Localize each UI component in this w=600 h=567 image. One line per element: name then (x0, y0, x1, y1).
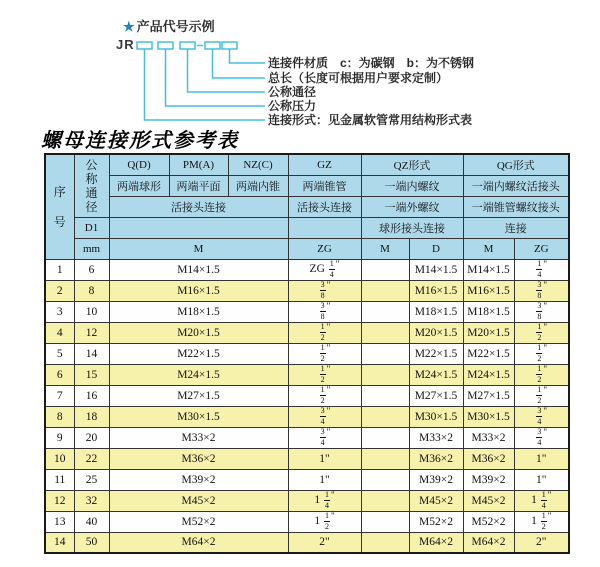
table-row (45, 280, 569, 301)
header-desc-pma: 两端平面 (169, 175, 228, 196)
table-cell: 2" (288, 532, 361, 553)
table-cell: 14 (74, 343, 109, 364)
table-cell: M16×1.5 (463, 280, 514, 301)
table-cell: M18×1.5 (409, 301, 463, 322)
table-row (45, 490, 569, 511)
header-empty-2 (288, 217, 361, 238)
connector-material (230, 49, 266, 63)
table-row (45, 259, 569, 280)
table-cell: $\frac{1}{2}$ " (514, 364, 569, 385)
header-m-qg: M (463, 238, 514, 259)
table-cell: M39×2 (463, 469, 514, 490)
table-cell: $\frac{1}{4}$ " (514, 259, 569, 280)
table-cell: 1" (288, 448, 361, 469)
table-cell: M27×1.5 (109, 385, 288, 406)
table-row (45, 427, 569, 448)
table-cell: M16×1.5 (109, 280, 288, 301)
table-cell: M64×2 (109, 532, 288, 553)
header-m-main: M (109, 238, 288, 259)
table-cell: 2" (514, 532, 569, 553)
table-cell (361, 427, 409, 448)
table-cell: $\frac{3}{8}$ " (514, 280, 569, 301)
table-cell: 1 $\frac{1}{4}$ " (514, 490, 569, 511)
header-conn-union-gz: 活接头连接 (288, 196, 361, 217)
table-cell: M24×1.5 (463, 364, 514, 385)
label-nominal-diameter: 公称通径 (268, 85, 317, 99)
table-cell: 2 (45, 280, 74, 301)
header-conn-ext-thread: 一端外螺纹 (361, 196, 463, 217)
fraction: $\frac{1}{4}$ (329, 259, 334, 279)
label-connection-form: 连接形式：见金属软管常用结构形式表 (268, 113, 473, 127)
header-empty-1 (109, 217, 288, 238)
table-cell: 4 (45, 322, 74, 343)
table-cell: M14×1.5 (109, 259, 288, 280)
table-cell: M30×1.5 (463, 406, 514, 427)
table-row (45, 469, 569, 490)
fraction: $\frac{1}{4}$ (537, 259, 542, 279)
table-cell (361, 469, 409, 490)
header-zg-gz: ZG (288, 238, 361, 259)
table-cell: $\frac{1}{2}$ " (288, 322, 361, 343)
table-cell: $\frac{1}{2}$ " (514, 322, 569, 343)
fraction: $\frac{3}{4}$ (320, 406, 325, 426)
table-cell: M22×1.5 (109, 343, 288, 364)
table-cell: 3 (45, 301, 74, 322)
fraction: $\frac{1}{2}$ (537, 364, 542, 384)
diagram-heading (123, 16, 215, 35)
table-cell: 7 (45, 385, 74, 406)
fraction: $\frac{1}{2}$ (320, 364, 325, 384)
header-dn-text: 公 称 通 径 (85, 157, 98, 214)
fraction: $\frac{1}{2}$ (537, 322, 542, 342)
fraction: $\frac{3}{8}$ (537, 280, 542, 300)
header-type-qz: QZ形式 (361, 154, 463, 175)
table-row (45, 385, 569, 406)
table-cell: 6 (45, 364, 74, 385)
fraction: $\frac{1}{2}$ (541, 511, 546, 531)
header-type-gz: GZ (288, 154, 361, 175)
fraction: $\frac{3}{8}$ (537, 301, 542, 321)
nut-connection-table (44, 153, 570, 554)
table-cell: $\frac{1}{2}$ " (288, 364, 361, 385)
table-cell: 14 (45, 532, 74, 553)
table-cell: M52×2 (409, 511, 463, 532)
fraction: $\frac{3}{4}$ (537, 406, 542, 426)
table-cell: M36×2 (109, 448, 288, 469)
table-cell: M27×1.5 (463, 385, 514, 406)
header-seq (45, 154, 74, 259)
table-cell: 1 (45, 259, 74, 280)
table-cell (361, 322, 409, 343)
table-cell (361, 385, 409, 406)
table-cell (361, 532, 409, 553)
table-row (45, 511, 569, 532)
header-desc-qd: 两端球形 (109, 175, 169, 196)
table-cell (361, 511, 409, 532)
fraction: $\frac{1}{2}$ (537, 385, 542, 405)
table-row (45, 406, 569, 427)
header-desc-nzc: 两端内锥 (228, 175, 288, 196)
table-cell: M33×2 (109, 427, 288, 448)
table-cell: $\frac{1}{2}$ " (514, 343, 569, 364)
table-cell: M24×1.5 (409, 364, 463, 385)
code-box-5 (222, 42, 237, 49)
connector-diameter (188, 49, 266, 92)
header-ball-joint: 球形接头连接 (361, 217, 463, 238)
diagram-heading-text: 产品代号示例 (136, 19, 215, 34)
table-cell: $\frac{3}{8}$ " (514, 301, 569, 322)
table-cell: M36×2 (409, 448, 463, 469)
table-row (45, 364, 569, 385)
table-cell: ZG $\frac{1}{4}$ " (288, 259, 361, 280)
star-icon: ★ (123, 19, 135, 34)
table-cell (361, 301, 409, 322)
header-mm: mm (74, 238, 109, 259)
table-cell: 16 (74, 385, 109, 406)
table-cell (361, 448, 409, 469)
table-cell (361, 343, 409, 364)
table-header (45, 154, 569, 259)
table-cell: M45×2 (409, 490, 463, 511)
table-cell: 1 $\frac{1}{2}$ " (288, 511, 361, 532)
header-zg-qg: ZG (514, 238, 569, 259)
fraction: $\frac{1}{2}$ (320, 385, 325, 405)
table-cell: 5 (45, 343, 74, 364)
table-cell: M20×1.5 (463, 322, 514, 343)
header-desc-qz: 一端内螺纹 (361, 175, 463, 196)
label-total-length: 总长（长度可根据用户要求定制） (268, 71, 449, 85)
table-cell: 1" (288, 469, 361, 490)
table-cell (361, 364, 409, 385)
table-cell: M20×1.5 (109, 322, 288, 343)
table-cell: M36×2 (463, 448, 514, 469)
table-cell: 12 (45, 490, 74, 511)
table-cell: M20×1.5 (409, 322, 463, 343)
fraction: $\frac{1}{2}$ (320, 343, 325, 363)
label-nominal-pressure: 公称压力 (268, 99, 317, 113)
header-seq-text: 序 号 (53, 184, 66, 229)
fraction: $\frac{1}{4}$ (324, 490, 329, 510)
fraction: $\frac{1}{2}$ (320, 322, 325, 342)
table-cell: 11 (45, 469, 74, 490)
fraction: $\frac{1}{4}$ (541, 490, 546, 510)
table-body (45, 259, 569, 553)
table-cell: $\frac{3}{8}$ " (288, 301, 361, 322)
table-cell: 1 $\frac{1}{2}$ " (514, 511, 569, 532)
table-cell: $\frac{3}{4}$ " (514, 406, 569, 427)
table-cell: 6 (74, 259, 109, 280)
table-row (45, 532, 569, 553)
table-cell: M45×2 (109, 490, 288, 511)
table-cell: M18×1.5 (109, 301, 288, 322)
fraction: $\frac{3}{4}$ (537, 427, 542, 447)
table-cell: 1 $\frac{1}{4}$ " (288, 490, 361, 511)
table-cell (361, 280, 409, 301)
header-type-nzc: NZ(C) (228, 154, 288, 175)
table-cell: 25 (74, 469, 109, 490)
header-m-qz: M (361, 238, 409, 259)
table-cell: 13 (45, 511, 74, 532)
header-connect: 连接 (463, 217, 569, 238)
table-cell: M18×1.5 (463, 301, 514, 322)
table-cell: 20 (74, 427, 109, 448)
table-cell: 10 (74, 301, 109, 322)
header-type-pma: PM(A) (169, 154, 228, 175)
header-desc-gz: 两端锥管 (288, 175, 361, 196)
header-d-qz: D (409, 238, 463, 259)
table-cell: M52×2 (463, 511, 514, 532)
table-cell: 1" (514, 469, 569, 490)
header-conn-taper: 一端锥管螺纹接头 (463, 196, 569, 217)
table-cell: $\frac{3}{8}$ " (288, 280, 361, 301)
table-cell: M64×2 (409, 532, 463, 553)
table-cell: 50 (74, 532, 109, 553)
label-connector-material: 连接件材质 c：为碳钢 b：为不锈钢 (268, 56, 475, 70)
header-dn (74, 154, 109, 217)
table-cell: 8 (74, 280, 109, 301)
table-cell: 10 (45, 448, 74, 469)
table-cell: $\frac{1}{2}$ " (288, 385, 361, 406)
table-cell: M27×1.5 (409, 385, 463, 406)
table-cell: 18 (74, 406, 109, 427)
table-cell: $\frac{3}{4}$ " (288, 427, 361, 448)
table-cell: M52×2 (109, 511, 288, 532)
table-cell: $\frac{3}{4}$ " (514, 427, 569, 448)
table-cell: M22×1.5 (463, 343, 514, 364)
table-cell: M33×2 (463, 427, 514, 448)
table-cell (361, 490, 409, 511)
table-row (45, 343, 569, 364)
table-cell: M45×2 (463, 490, 514, 511)
code-prefix: JR (116, 37, 135, 52)
table-cell: 9 (45, 427, 74, 448)
code-box-2 (158, 42, 173, 49)
header-d1: D1 (74, 217, 109, 238)
table-cell: 32 (74, 490, 109, 511)
table-cell (361, 406, 409, 427)
table-cell: 12 (74, 322, 109, 343)
table-cell: $\frac{1}{2}$ " (514, 385, 569, 406)
table-cell: 22 (74, 448, 109, 469)
fraction: $\frac{3}{4}$ (320, 427, 325, 447)
header-desc-qg: 一端内螺纹活接头 (463, 175, 569, 196)
table-cell: 1" (514, 448, 569, 469)
table-cell: M14×1.5 (409, 259, 463, 280)
connector-form (145, 49, 266, 120)
table-cell: M30×1.5 (409, 406, 463, 427)
table-cell: M22×1.5 (409, 343, 463, 364)
table-cell: $\frac{1}{2}$ " (288, 343, 361, 364)
table-row (45, 301, 569, 322)
fraction: $\frac{1}{2}$ (537, 343, 542, 363)
table-row (45, 322, 569, 343)
table-cell: M39×2 (109, 469, 288, 490)
fraction: $\frac{3}{8}$ (320, 301, 325, 321)
table-cell: $\frac{3}{4}$ " (288, 406, 361, 427)
header-type-qd: Q(D) (109, 154, 169, 175)
code-box-3 (180, 42, 195, 49)
table-cell (361, 259, 409, 280)
table-cell: 40 (74, 511, 109, 532)
table-cell: 8 (45, 406, 74, 427)
table-cell: M39×2 (409, 469, 463, 490)
table-cell: M33×2 (409, 427, 463, 448)
table-cell: M16×1.5 (409, 280, 463, 301)
fraction: $\frac{3}{8}$ (320, 280, 325, 300)
header-type-qg: QG形式 (463, 154, 569, 175)
code-box-1 (137, 42, 152, 49)
table-cell: M24×1.5 (109, 364, 288, 385)
table-cell: M64×2 (463, 532, 514, 553)
fraction: $\frac{1}{2}$ (324, 511, 329, 531)
header-conn-union: 活接头连接 (109, 196, 288, 217)
table-cell: M14×1.5 (463, 259, 514, 280)
table-title: 螺母连接形式参考表 (41, 128, 239, 152)
table-cell: 15 (74, 364, 109, 385)
table-row (45, 448, 569, 469)
code-box-4 (205, 42, 220, 49)
table-cell: M30×1.5 (109, 406, 288, 427)
